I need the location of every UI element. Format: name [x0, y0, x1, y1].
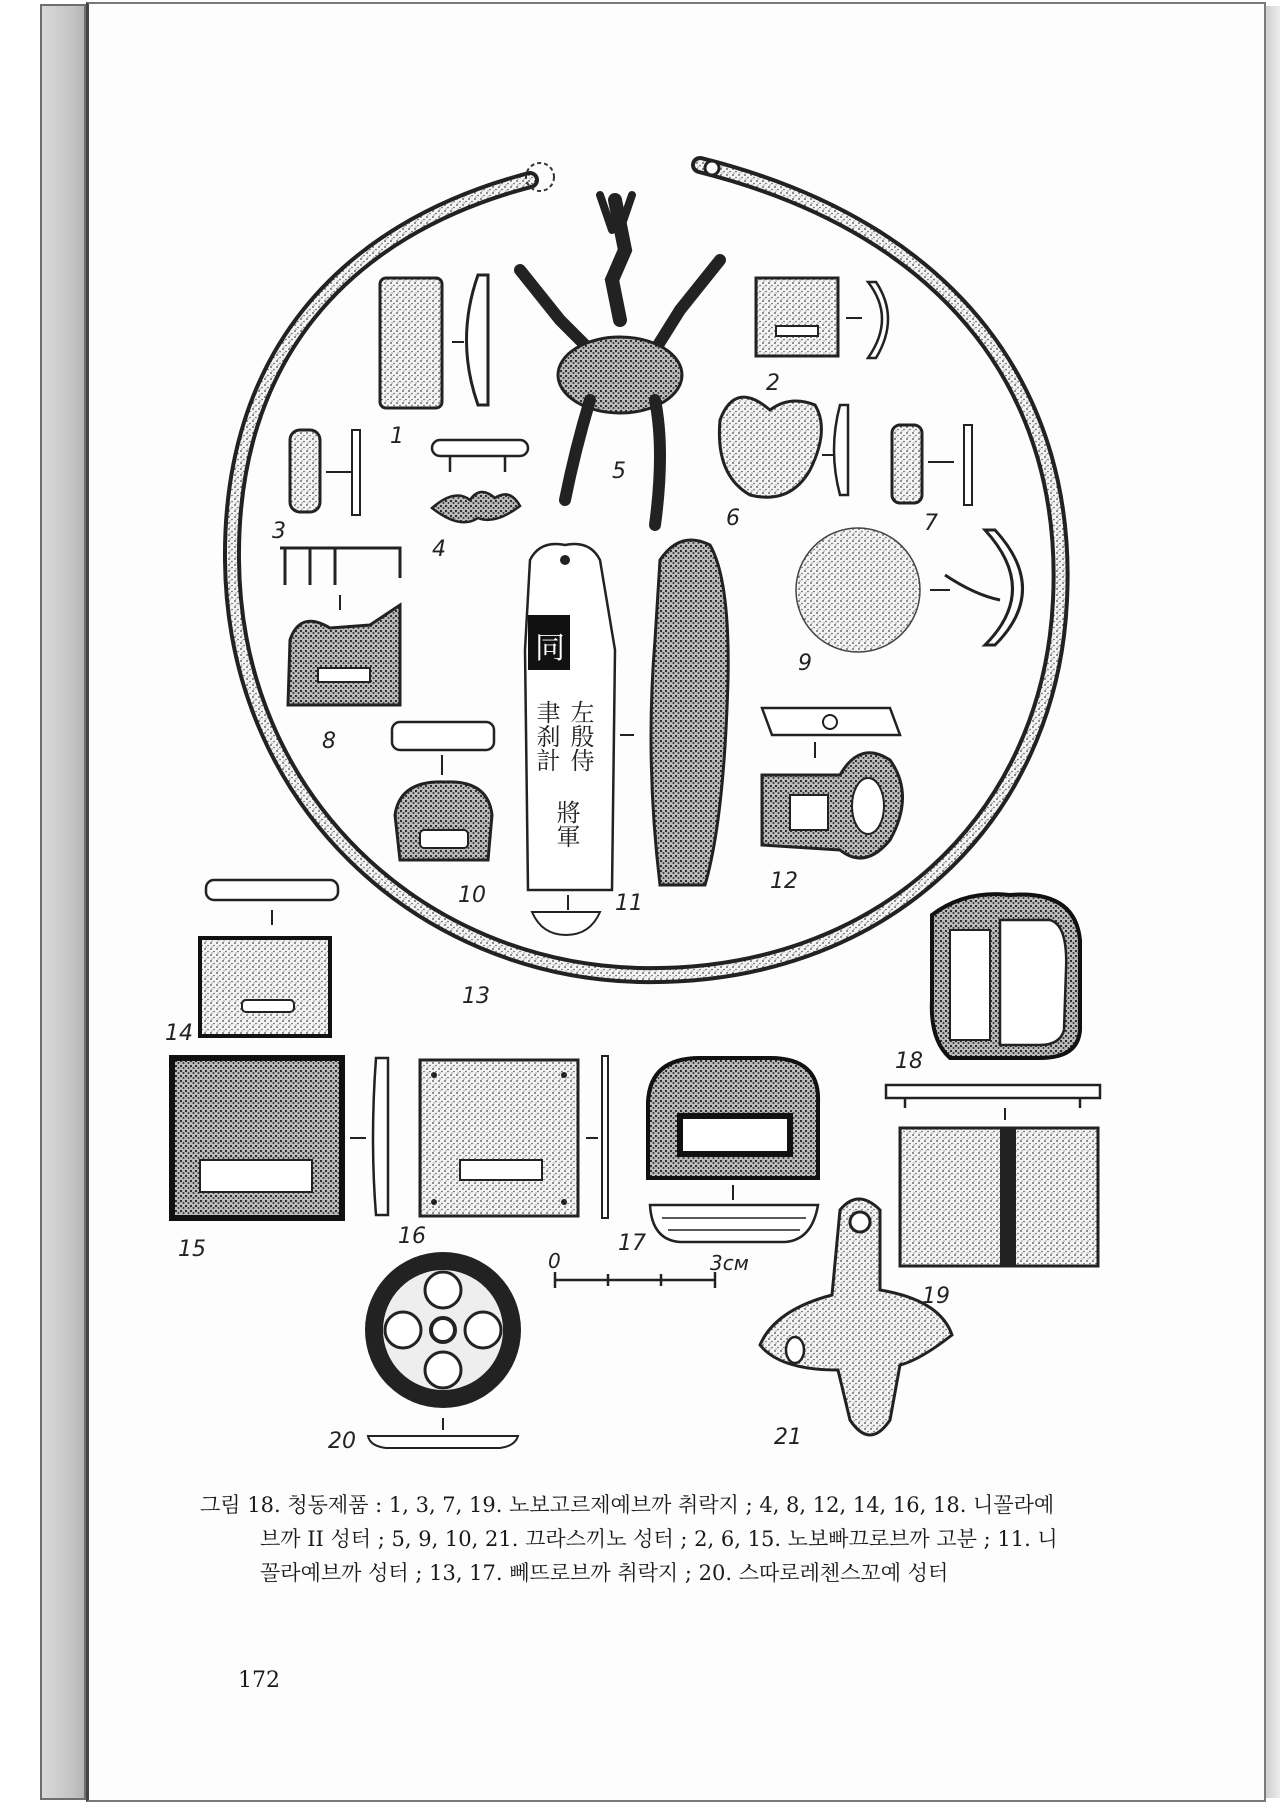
label-15: 15	[178, 1237, 206, 1262]
caption-line-3: 꼴라예브까 성터 ; 13, 17. 뻬뜨로브까 취락지 ; 20. 스따로레첸스꼬예 성터	[260, 1561, 949, 1585]
caption-line-2: 브까 II 성터 ; 5, 9, 10, 21. 끄라스끼노 성터 ; 2, 6, 15. 노보빠끄로브까 고분 ; 11. 니	[260, 1527, 1058, 1551]
label-10: 10	[458, 883, 486, 908]
inscription-col3: 聿刹計	[532, 700, 560, 772]
label-4: 4	[432, 537, 446, 562]
inscription-col2: 將軍	[552, 800, 580, 848]
artifact-2	[756, 278, 888, 358]
artifact-4	[432, 440, 528, 522]
label-11: 11	[615, 891, 643, 916]
label-2: 2	[766, 371, 780, 396]
label-20: 20	[328, 1429, 356, 1454]
label-18: 18	[895, 1049, 923, 1074]
artifact-14	[200, 880, 338, 1036]
artifact-13-ring	[232, 161, 1061, 975]
label-19: 19	[922, 1284, 950, 1309]
caption-line-1: 그림 18. 청동제품 : 1, 3, 7, 19. 노보고르제예브까 취락지 ; 4, 8, 12, 14, 16, 18. 니꼴라예	[200, 1493, 1055, 1517]
label-1: 1	[390, 424, 404, 449]
artifact-17	[648, 1058, 818, 1242]
label-16: 16	[398, 1224, 426, 1249]
artifact-6	[719, 397, 848, 497]
artifact-1	[380, 275, 488, 408]
label-8: 8	[322, 729, 336, 754]
artifact-8	[280, 548, 400, 705]
artifact-19	[886, 1085, 1100, 1266]
label-12: 12	[770, 869, 798, 894]
label-21: 21	[774, 1425, 802, 1450]
figure-caption	[200, 1488, 1120, 1590]
label-13: 13	[462, 984, 490, 1009]
label-9: 9	[798, 651, 812, 676]
label-17: 17	[618, 1231, 646, 1256]
artifact-15	[172, 1058, 388, 1218]
artifact-12	[762, 708, 903, 858]
artifact-10	[392, 722, 494, 860]
label-3: 3	[272, 519, 286, 544]
label-14: 14	[165, 1021, 193, 1046]
scale-bar	[548, 1249, 749, 1288]
artifact-16	[420, 1056, 608, 1218]
inscription-emblem: 同	[535, 631, 565, 666]
label-7: 7	[924, 511, 938, 536]
artifact-3	[290, 430, 360, 515]
inscription-col1: 左殷侍	[566, 700, 594, 772]
scale-zero-label: 0	[548, 1249, 561, 1273]
artifact-18	[932, 894, 1080, 1058]
page-number: 172	[238, 1668, 280, 1693]
artifact-9	[796, 528, 1023, 652]
artifact-20	[365, 1252, 521, 1448]
label-6: 6	[726, 506, 740, 531]
label-5: 5	[612, 459, 626, 484]
artifact-7	[892, 425, 972, 505]
scale-end-label: 3см	[710, 1251, 749, 1275]
